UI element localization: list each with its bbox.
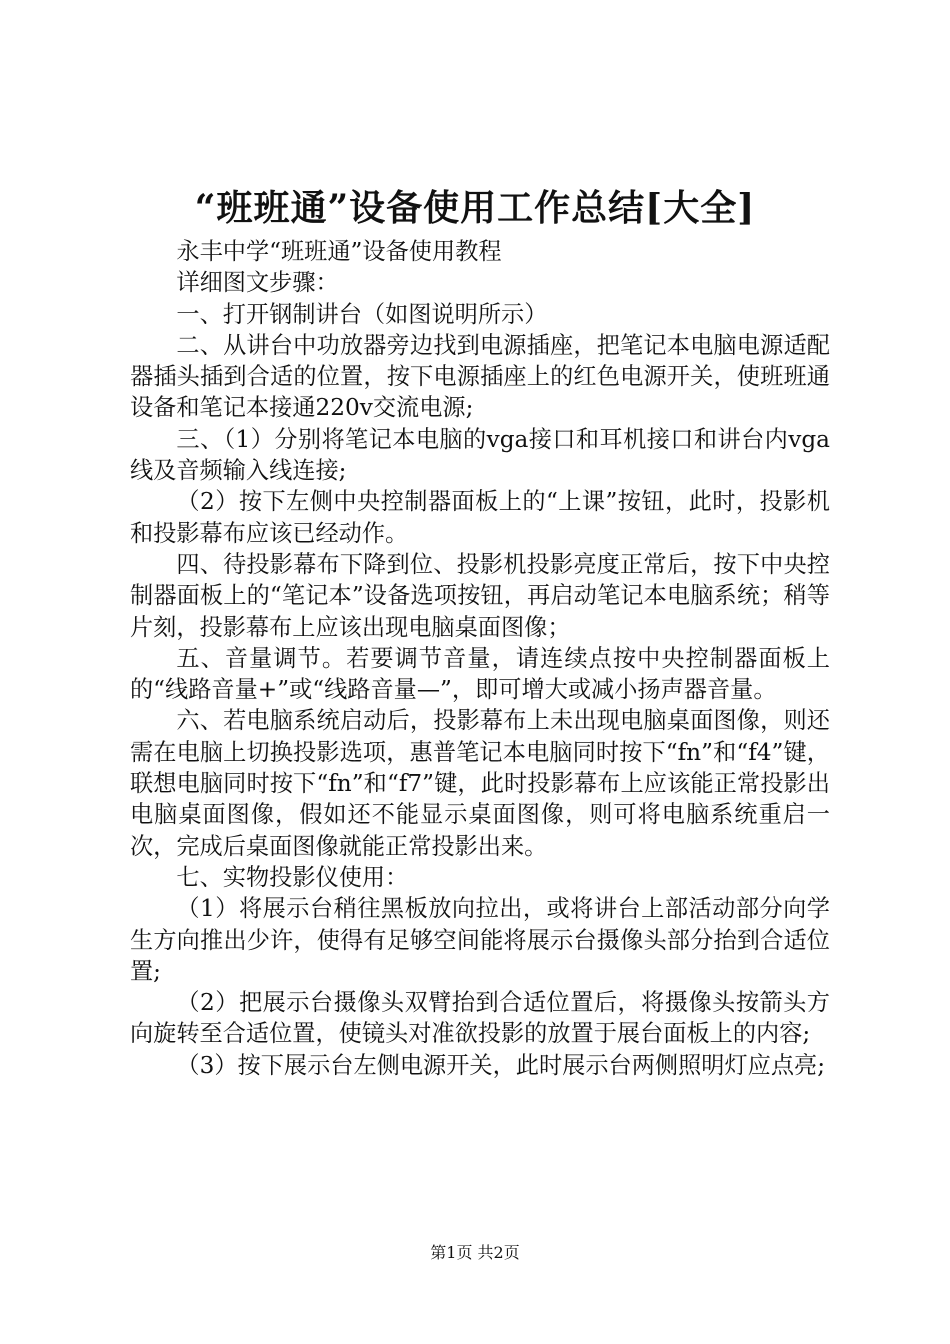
paragraph-step-7-1: （1）将展示台稍往黑板放向拉出，或将讲台上部活动部分向学生方向推出少许，使得有足够空间能将展示台摄像头部分抬到合适位置; [130, 895, 830, 985]
document-body [130, 236, 830, 1081]
paragraph-steps-heading: 详细图文步骤： [176, 269, 339, 297]
paragraph-step-6: 六、若电脑系统启动后，投影幕布上未出现电脑桌面图像，则还需在电脑上切换投影选项，惠普笔记本电脑同时按下“fn”和“f4”键，联想电脑同时按下“fn”和“f7”键，此时投影幕布上应该能正常投影出电脑桌面图像，假如还不能显示桌面图像，则可将电脑系统重启一次，完成后桌面图像就能正常投影出来。 [130, 707, 830, 860]
paragraph-step-7: 七、实物投影仪使用： [176, 863, 409, 891]
paragraph-step-7-2: （2）把展示台摄像头双臂抬到合适位置后，将摄像头按箭头方向旋转至合适位置，使镜头对准欲投影的放置于展台面板上的内容; [130, 989, 830, 1048]
paragraph-step-3-2: （2）按下左侧中央控制器面板上的“上课”按钮，此时，投影机和投影幕布应该已经动作。 [130, 488, 830, 547]
paragraph-step-5: 五、音量调节。若要调节音量，请连续点按中央控制器面板上的“线路音量+”或“线路音量—”，即可增大或减小扬声器音量。 [130, 644, 830, 704]
paragraph-subtitle: 永丰中学“班班通”设备使用教程 [176, 238, 502, 265]
paragraph-step-7-3: （3）按下展示台左侧电源开关，此时展示台两侧照明灯应点亮; [176, 1051, 826, 1079]
page-footer: 第1页 共2页 [430, 1243, 520, 1262]
paragraph-step-4: 四、待投影幕布下降到位、投影机投影亮度正常后，按下中央控制器面板上的“笔记本”设备选项按钮，再启动笔记本电脑系统；稍等片刻，投影幕布上应该出现电脑桌面图像； [130, 550, 830, 641]
paragraph-step-1: 一、打开钢制讲台（如图说明所示） [176, 300, 548, 328]
document-title: “班班通”设备使用工作总结[大全] [194, 187, 756, 229]
paragraph-step-3-1: 三、（1）分别将笔记本电脑的vga接口和耳机接口和讲台内vga线及音频输入线连接; [130, 425, 830, 485]
paragraph-step-2: 二、从讲台中功放器旁边找到电源插座，把笔记本电脑电源适配器插头插到合适的位置，按下电源插座上的红色电源开关，使班班通设备和笔记本接通220v交流电源; [130, 331, 830, 422]
